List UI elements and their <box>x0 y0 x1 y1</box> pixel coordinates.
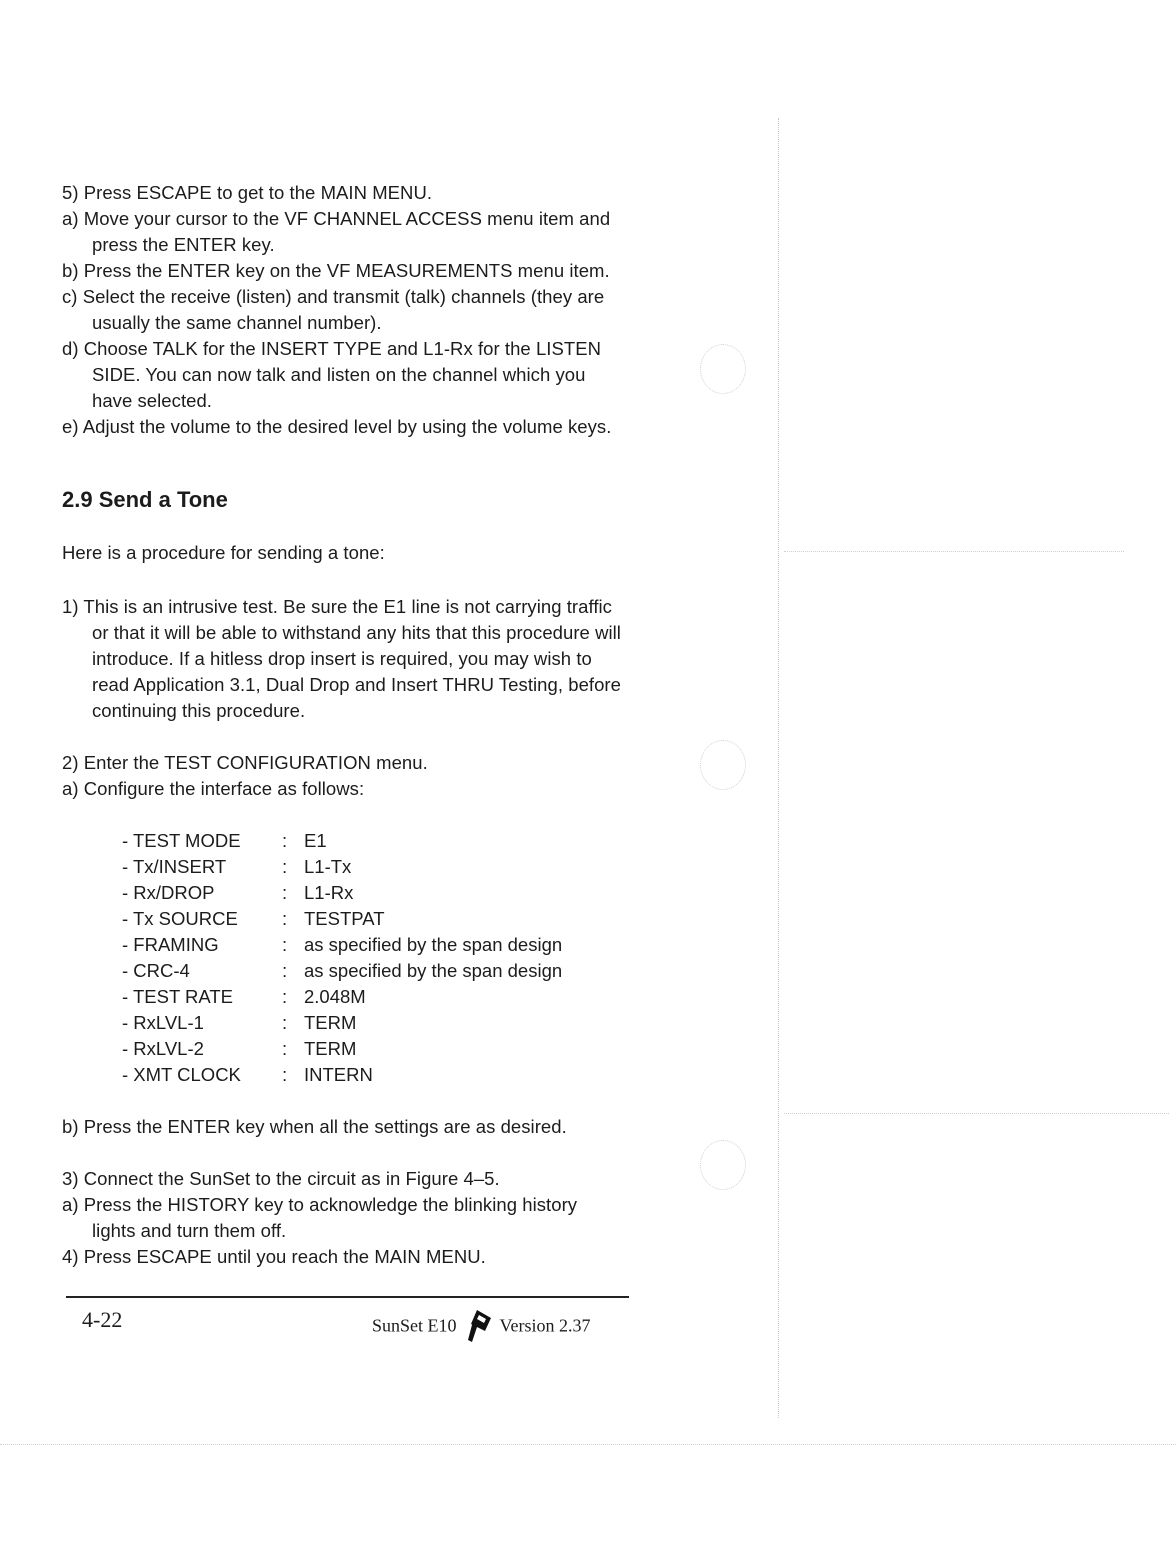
config-colon: : <box>282 1038 288 1059</box>
text-line: a) Press the HISTORY key to acknowledge the blinking history <box>62 1194 578 1215</box>
footer-product <box>372 1309 591 1343</box>
text-line: introduce. If a hitless drop insert is required, you may wish to <box>92 648 592 669</box>
config-row <box>122 880 353 906</box>
punch-hole-icon <box>700 740 746 790</box>
config-value: INTERN <box>304 1064 373 1085</box>
text-line: 4) Press ESCAPE until you reach the MAIN MENU. <box>62 1246 486 1267</box>
text-line: press the ENTER key. <box>92 234 275 255</box>
config-key: - Tx SOURCE <box>122 908 238 929</box>
text-line: usually the same channel number). <box>92 312 382 333</box>
config-colon: : <box>282 934 288 955</box>
product-name: SunSet E10 <box>372 1315 457 1336</box>
config-value: L1-Tx <box>304 856 352 877</box>
text-line: 3) Connect the SunSet to the circuit as in Figure 4–5. <box>62 1168 500 1189</box>
config-row <box>122 828 327 854</box>
text-line: a) Move your cursor to the VF CHANNEL ACCESS menu item and <box>62 208 611 229</box>
text-line: c) Select the receive (listen) and transmit (talk) channels (they are <box>62 286 605 307</box>
scan-dotted-rule <box>784 1113 1169 1114</box>
punch-hole-icon <box>700 344 746 394</box>
config-row <box>122 1036 356 1062</box>
config-row <box>122 906 385 932</box>
text-line: a) Configure the interface as follows: <box>62 778 365 799</box>
config-key: - XMT CLOCK <box>122 1064 241 1085</box>
footer-rule <box>66 1296 629 1298</box>
config-row <box>122 984 366 1010</box>
config-key: - Rx/DROP <box>122 882 215 903</box>
config-colon: : <box>282 908 288 929</box>
config-row <box>122 932 562 958</box>
binding-line <box>778 118 779 1418</box>
text-line: or that it will be able to withstand any hits that this procedure will <box>92 622 621 643</box>
punch-hole-icon <box>700 1140 746 1190</box>
text-line: 5) Press ESCAPE to get to the MAIN MENU. <box>62 182 433 203</box>
config-key: - RxLVL-1 <box>122 1012 204 1033</box>
config-value: as specified by the span design <box>304 960 563 981</box>
config-value: TESTPAT <box>304 908 385 929</box>
config-key: - FRAMING <box>122 934 219 955</box>
text-line: lights and turn them off. <box>92 1220 287 1241</box>
text-line: continuing this procedure. <box>92 700 306 721</box>
config-colon: : <box>282 856 288 877</box>
text-line: 2) Enter the TEST CONFIGURATION menu. <box>62 752 428 773</box>
config-row <box>122 958 562 984</box>
config-row <box>122 1010 356 1036</box>
config-colon: : <box>282 882 288 903</box>
config-row <box>122 854 351 880</box>
text-line: d) Choose TALK for the INSERT TYPE and L1-Rx for the LISTEN <box>62 338 602 359</box>
config-value: L1-Rx <box>304 882 354 903</box>
config-key: - TEST MODE <box>122 830 241 851</box>
scan-dotted-rule <box>784 551 1124 552</box>
text-line: 1) This is an intrusive test. Be sure the E1 line is not carrying traffic <box>62 596 612 617</box>
config-key: - CRC-4 <box>122 960 190 981</box>
text-line: e) Adjust the volume to the desired level by using the volume keys. <box>62 416 612 437</box>
config-row <box>122 1062 373 1088</box>
scan-dotted-rule <box>0 1444 1176 1445</box>
config-value: TERM <box>304 1038 357 1059</box>
text-line: b) Press the ENTER key on the VF MEASUREMENTS menu item. <box>62 260 610 281</box>
config-colon: : <box>282 960 288 981</box>
config-colon: : <box>282 986 288 1007</box>
config-key: - TEST RATE <box>122 986 234 1007</box>
config-value: TERM <box>304 1012 357 1033</box>
config-colon: : <box>282 830 288 851</box>
text-line: b) Press the ENTER key when all the settings are as desired. <box>62 1116 567 1137</box>
page-number: 4-22 <box>82 1307 123 1332</box>
config-colon: : <box>282 1064 288 1085</box>
text-line: read Application 3.1, Dual Drop and Insert THRU Testing, before <box>92 674 621 695</box>
intro-text: Here is a procedure for sending a tone: <box>62 542 385 563</box>
text-line: have selected. <box>92 390 213 411</box>
section-heading: 2.9 Send a Tone <box>62 487 228 512</box>
sunset-device-logo-icon <box>463 1309 493 1343</box>
config-key: - Tx/INSERT <box>122 856 227 877</box>
version-text: Version 2.37 <box>499 1315 591 1336</box>
config-colon: : <box>282 1012 288 1033</box>
text-line: SIDE. You can now talk and listen on the channel which you <box>92 364 586 385</box>
config-value: 2.048M <box>304 986 366 1007</box>
config-value: E1 <box>304 830 327 851</box>
config-key: - RxLVL-2 <box>122 1038 204 1059</box>
config-value: as specified by the span design <box>304 934 563 955</box>
